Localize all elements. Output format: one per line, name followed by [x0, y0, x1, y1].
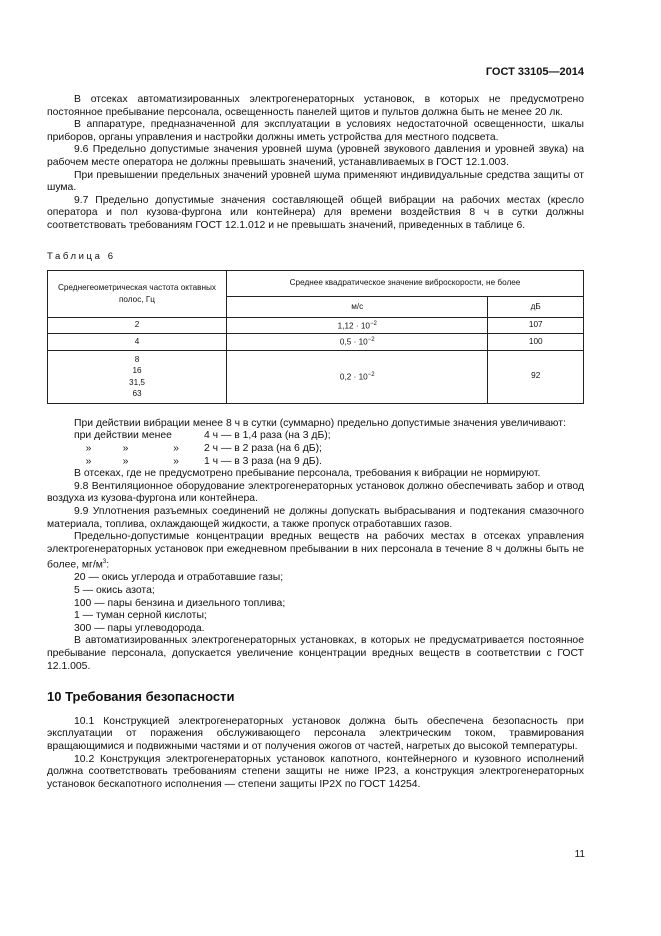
table-cell-frequency: 4 [48, 334, 227, 350]
list-item: 1 — туман серной кислоты; [74, 610, 207, 622]
paragraph: 10.2 Конструкция электрогенераторных установок капотного, контейнерного и кузовного исполнений должна соответствовать требованиям степени защиты не ниже IP23, а конструкция электрогенераторных установок бескапотного исполнения — степени защиты IP2X по ГОСТ 14254. [47, 753, 584, 790]
vibration-table [47, 270, 584, 404]
table-row [48, 334, 584, 350]
list-item: 100 — пары бензина и дизельного топлива; [74, 597, 286, 609]
page-number: 11 [574, 849, 585, 860]
table-row [48, 318, 584, 334]
table-cell-ms: $0,5 \cdot 10^{-2}$ [227, 334, 488, 350]
table-cell-frequency: 2 [48, 318, 227, 334]
paragraph: При превышении предельных значений уровней шума применяют индивидуальные средства защиты от шума. [47, 169, 584, 194]
paragraph: 10.1 Конструкцией электрогенераторных установок должна быть обеспечена безопасность при эксплуатации от поражения обслуживающего персонала электрическим током, травмирования вращающимися и подвижными частями и от получения ожогов от частей, нагретых до высокой температуры. [47, 715, 584, 752]
paragraph: 9.8 Вентиляционное оборудование электрогенераторных установок должно обеспечивать забор и отвод воздуха из кузова-фургона или контейнера. [47, 480, 584, 505]
table-header-frequency: Среднегеометрическая частота октавных полос, Гц [48, 271, 227, 318]
vibration-reduction-row: » » » 1 ч — в 3 раза (на 9 дБ). [85, 455, 322, 467]
table-cell-ms: $0,2 \cdot 10^{-2}$ [227, 350, 488, 403]
table-subheader-db: дБ [488, 296, 584, 317]
table-subheader-ms: м/с [227, 296, 488, 317]
table-row [48, 350, 584, 403]
section-heading: 10 Требования безопасности [47, 689, 235, 705]
table-cell-db: 100 [488, 334, 584, 350]
paragraph: В аппаратуре, предназначенной для эксплуатации в условиях недостаточной освещенности, шкалы приборов, органы управления и настройки должны иметь устройства для местного подсвета. [47, 119, 584, 143]
table-cell-ms: $1,12 \cdot 10^{-2}$ [227, 318, 488, 334]
table-cell-db: 92 [488, 350, 584, 403]
table-header-velocity: Среднее квадратическое значение виброскорости, не более [227, 271, 584, 297]
table-caption: Таблица 6 [47, 250, 116, 262]
list-item: 300 — пары углеводорода. [74, 622, 205, 634]
vibration-reduction-row: при действии менее 4 ч — в 1,4 раза (на 3 дБ); [74, 430, 331, 442]
paragraph: В отсеках автоматизированных электрогенераторных установок, в которых не предусмотрено постоянное пребывание персонала, освещенность панелей щитов и пультов должна быть не менее 20 лк. [47, 94, 584, 118]
paragraph: При действии вибрации менее 8 ч в сутки (суммарно) предельно допустимые значения увеличивают: [74, 417, 566, 429]
page-content [47, 94, 584, 791]
paragraph: В отсеках, где не предусмотрено пребывание персонала, требования к вибрации не нормируют. [74, 468, 541, 480]
list-item: 20 — окись углерода и отработавшие газы; [74, 572, 284, 584]
page-header-doc-id: ГОСТ 33105—2014 [485, 66, 584, 78]
paragraph: 9.9 Уплотнения разъемных соединений не должны допускать выбрасывания и подтекания смазочного материала, топлива, охлаждающей жидкости, а также пропуск отработавших газов. [47, 505, 584, 530]
list-item: 5 — окись азота; [74, 584, 155, 596]
table-cell-frequency: 8 16 31,5 63 [48, 350, 227, 403]
vibration-reduction-row: » » » 2 ч — в 2 раза (на 6 дБ); [85, 442, 322, 454]
paragraph: В автоматизированных электрогенераторных установках, в которых не предусматривается постоянное пребывание персонала, допускается увеличение концентрации вредных веществ в соответствии с ГОСТ 12.1.005. [47, 635, 584, 672]
paragraph: 9.6 Предельно допустимые значения уровней шума (уровней звукового давления и уровней звука) на рабочем месте оператора не должны превышать значений, устанавливаемых в ГОСТ 12.1.003. [47, 144, 584, 168]
table-cell-db: 107 [488, 318, 584, 334]
paragraph: 9.7 Предельно допустимые значения составляющей общей вибрации на рабочих местах (кресло оператора и пол кузова-фургона или контейнера) для времени воздействия 8 ч в сутки должны соответствовать требованиям ГОСТ 12.1.012 и не превышать значений, приведенных в таблице 6. [47, 194, 584, 231]
concentration-list [47, 572, 584, 635]
paragraph: Предельно-допустимые концентрации вредных веществ на рабочих местах в отсеках управления электрогенераторных установок при ежедневном пребывании в них персонала в течение 8 ч должны быть не более, $мг/м^3$: [47, 531, 584, 571]
